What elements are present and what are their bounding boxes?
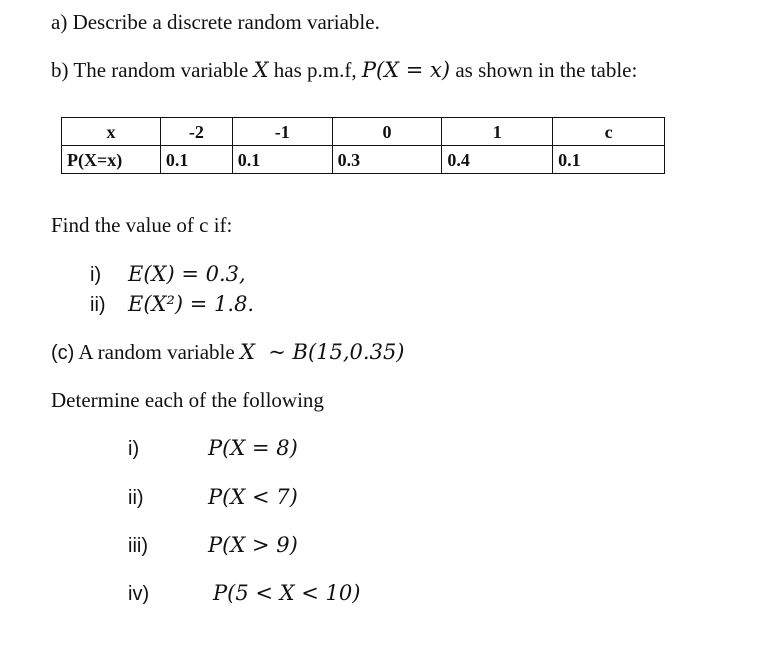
part-c-middle: A random variable bbox=[74, 340, 240, 364]
part-a-text: a) Describe a discrete random variable. bbox=[51, 10, 380, 34]
pmf-header-cell: -1 bbox=[232, 118, 332, 146]
pmf-header-cell: -2 bbox=[160, 118, 232, 146]
question-item bbox=[128, 485, 298, 510]
question-label: i) bbox=[128, 438, 140, 460]
question-label: ii) bbox=[128, 487, 144, 509]
pmf-header-cell: x bbox=[62, 118, 161, 146]
pmf-header-row bbox=[62, 118, 665, 146]
question-label: iii) bbox=[128, 535, 148, 557]
question-expr: P(X = 8) bbox=[208, 436, 298, 460]
part-c-text bbox=[51, 340, 405, 365]
condition-item bbox=[90, 262, 246, 287]
question-item bbox=[128, 533, 298, 558]
question-expr: P(X < 7) bbox=[208, 485, 298, 509]
question-item bbox=[128, 436, 298, 461]
part-b-var: X bbox=[253, 58, 269, 82]
condition-item bbox=[90, 292, 254, 317]
condition-expr: E(X²) = 1.8. bbox=[128, 292, 255, 316]
question-label: iv) bbox=[128, 583, 150, 605]
condition-label: ii) bbox=[90, 294, 106, 316]
pmf-probability-row bbox=[62, 146, 665, 174]
condition-label: i) bbox=[90, 264, 102, 286]
find-intro: Find the value of c if: bbox=[51, 213, 233, 237]
part-b-text bbox=[51, 58, 637, 83]
pmf-table bbox=[61, 117, 665, 174]
pmf-cell: 0.4 bbox=[442, 146, 553, 174]
pmf-header-cell: c bbox=[553, 118, 665, 146]
pmf-header-cell: 1 bbox=[442, 118, 553, 146]
pmf-cell: 0.1 bbox=[232, 146, 332, 174]
question-expr: P(5 < X < 10) bbox=[213, 581, 361, 605]
part-c-prefix: (c) bbox=[51, 342, 75, 364]
part-b-prefix: b) The random variable bbox=[51, 58, 254, 82]
pmf-cell: 0.1 bbox=[160, 146, 232, 174]
pmf-cell: 0.3 bbox=[332, 146, 442, 174]
condition-expr: E(X) = 0.3, bbox=[128, 262, 246, 286]
part-b-math: P(X = x) bbox=[361, 58, 451, 82]
part-b-middle: has p.m.f, bbox=[268, 58, 362, 82]
question-item bbox=[128, 581, 360, 606]
pmf-header-cell: 0 bbox=[332, 118, 442, 146]
pmf-cell: 0.1 bbox=[553, 146, 665, 174]
part-b-suffix: as shown in the table: bbox=[450, 58, 638, 82]
question-expr: P(X > 9) bbox=[208, 533, 298, 557]
determine-intro: Determine each of the following bbox=[51, 388, 324, 412]
part-c-math: X ~ B(15,0.35) bbox=[239, 340, 405, 364]
pmf-cell: P(X=x) bbox=[62, 146, 161, 174]
